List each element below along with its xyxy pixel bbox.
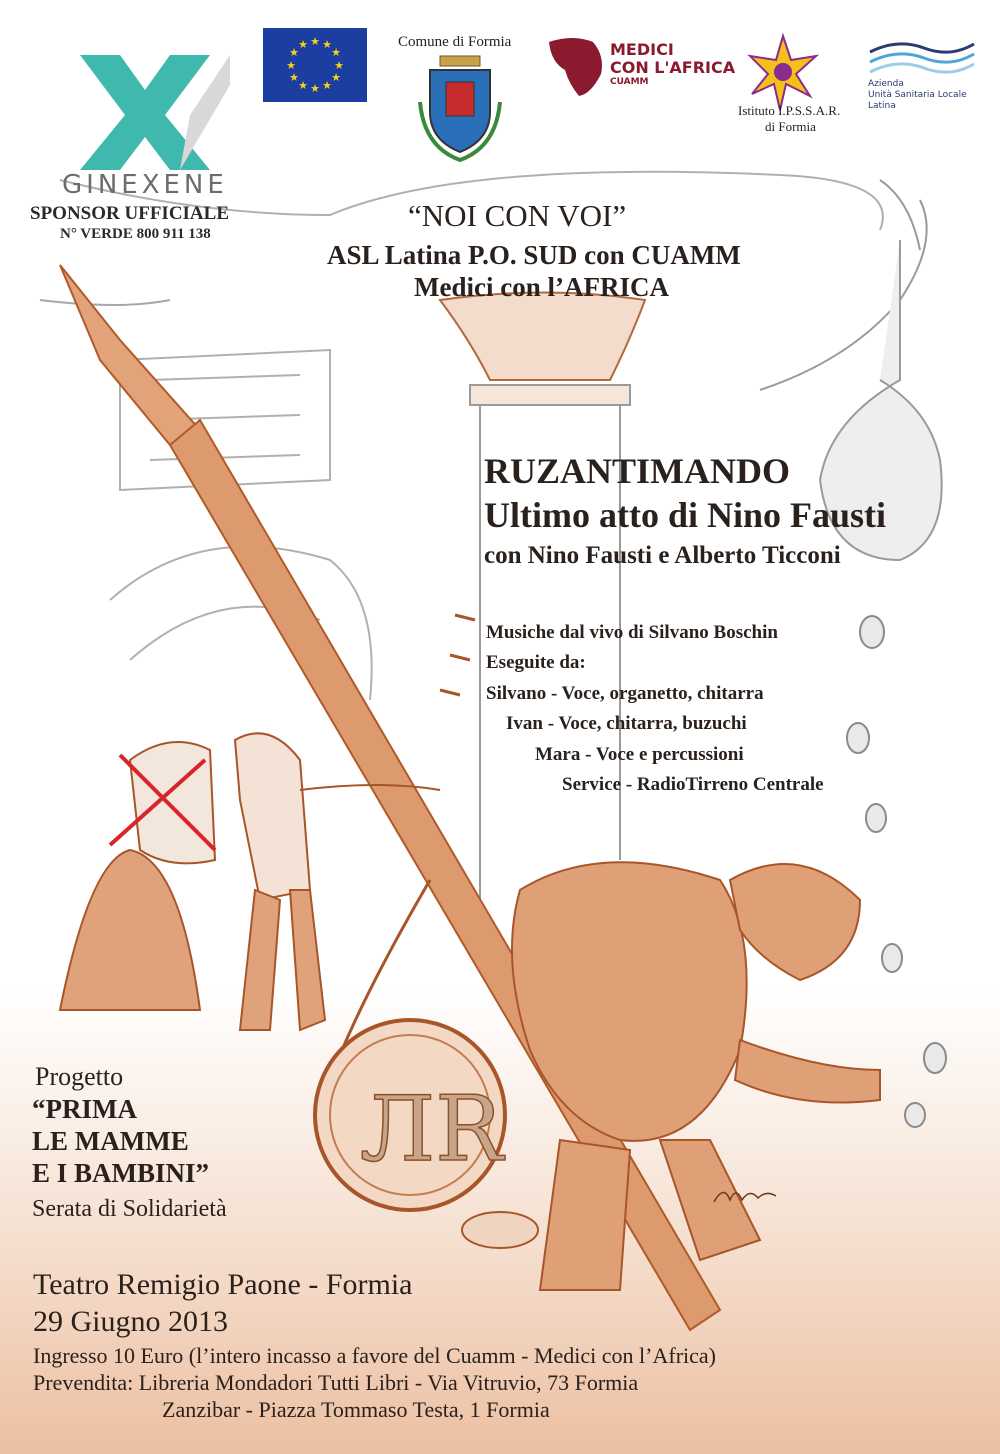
project-name-line3: E I BAMBINI” — [32, 1158, 210, 1188]
svg-text:★: ★ — [322, 79, 332, 92]
project-name-line2: LE MAMME — [32, 1126, 189, 1156]
medici-logo-line2: CON L'AFRICA — [610, 58, 736, 77]
medici-logo-line3: CUAMM — [610, 77, 649, 87]
presale-info: Prevendita: Libreria Mondadori Tutti Libri - Via Vitruvio, 73 Formia — [33, 1370, 639, 1395]
asl-logo-line1: Azienda — [868, 79, 904, 89]
pegs-drawing — [440, 615, 475, 695]
service-credit: Service - RadioTirreno Centrale — [562, 774, 824, 795]
project-label: Progetto — [35, 1062, 124, 1091]
event-organizers: ASL Latina P.O. SUD con CUAMM — [327, 240, 741, 270]
ipssar-city: di Formia — [765, 119, 816, 134]
svg-text:★: ★ — [334, 59, 344, 72]
svg-text:★: ★ — [310, 82, 320, 95]
event-date: 29 Giugno 2013 — [33, 1305, 228, 1338]
project-name-line1: “PRIMA — [32, 1094, 137, 1124]
svg-text:★: ★ — [331, 46, 341, 59]
svg-text:★: ★ — [331, 71, 341, 84]
ticket-info: Ingresso 10 Euro (l’intero incasso a favore del Cuamm - Medici con l’Africa) — [33, 1343, 716, 1368]
svg-text:★: ★ — [289, 71, 299, 84]
ginexene-name: GINEXENE — [62, 170, 228, 200]
sponsor-label: SPONSOR UFFICIALE — [30, 203, 229, 224]
medici-logo-line1: MEDICI — [610, 40, 674, 59]
show-cast: con Nino Fausti e Alberto Ticconi — [484, 542, 841, 569]
ipssar-name: Istituto I.P.S.S.A.R. — [738, 103, 841, 118]
musician-silvano: Silvano - Voce, organetto, chitarra — [486, 683, 764, 704]
ginexene-logo — [60, 45, 230, 170]
svg-text:★: ★ — [298, 79, 308, 92]
svg-text:★: ★ — [310, 35, 320, 48]
asl-logo-line3: Latina — [868, 101, 896, 111]
toll-free-number: N° VERDE 800 911 138 — [60, 226, 211, 242]
svg-text:★: ★ — [286, 59, 296, 72]
asl-latina-logo — [868, 38, 976, 78]
castanets-drawing — [462, 1212, 538, 1248]
event-venue: Teatro Remigio Paone - Formia — [33, 1268, 413, 1301]
event-title: “NOI CON VOI” — [408, 198, 627, 233]
musician-ivan: Ivan - Voce, chitarra, buzuchi — [506, 713, 747, 734]
eu-flag-icon — [263, 28, 367, 102]
svg-text:★: ★ — [289, 46, 299, 59]
project-tagline: Serata di Solidarietà — [32, 1196, 227, 1222]
show-title: RUZANTIMANDO — [484, 451, 790, 491]
beggar-drawing — [512, 862, 880, 1290]
artist-signature — [710, 1180, 780, 1210]
music-performed-by: Eseguite da: — [486, 652, 586, 673]
svg-text:★: ★ — [322, 38, 332, 51]
music-credit: Musiche dal vivo di Silvano Boschin — [486, 622, 778, 643]
svg-text:★: ★ — [298, 38, 308, 51]
musician-mara: Mara - Voce e percussioni — [535, 744, 744, 765]
comune-name: Comune di Formia — [398, 34, 512, 50]
svg-text:ЛR: ЛR — [360, 1077, 503, 1182]
presale-info-2: Zanzibar - Piazza Tommaso Testa, 1 Formia — [162, 1397, 550, 1422]
show-subtitle: Ultimo atto di Nino Fausti — [484, 495, 887, 535]
asl-logo-line2: Unità Sanitaria Locale — [868, 90, 967, 100]
event-partner: Medici con l’AFRICA — [414, 272, 669, 302]
comune-crest-icon — [416, 52, 504, 162]
coins-drawing — [847, 616, 946, 1127]
